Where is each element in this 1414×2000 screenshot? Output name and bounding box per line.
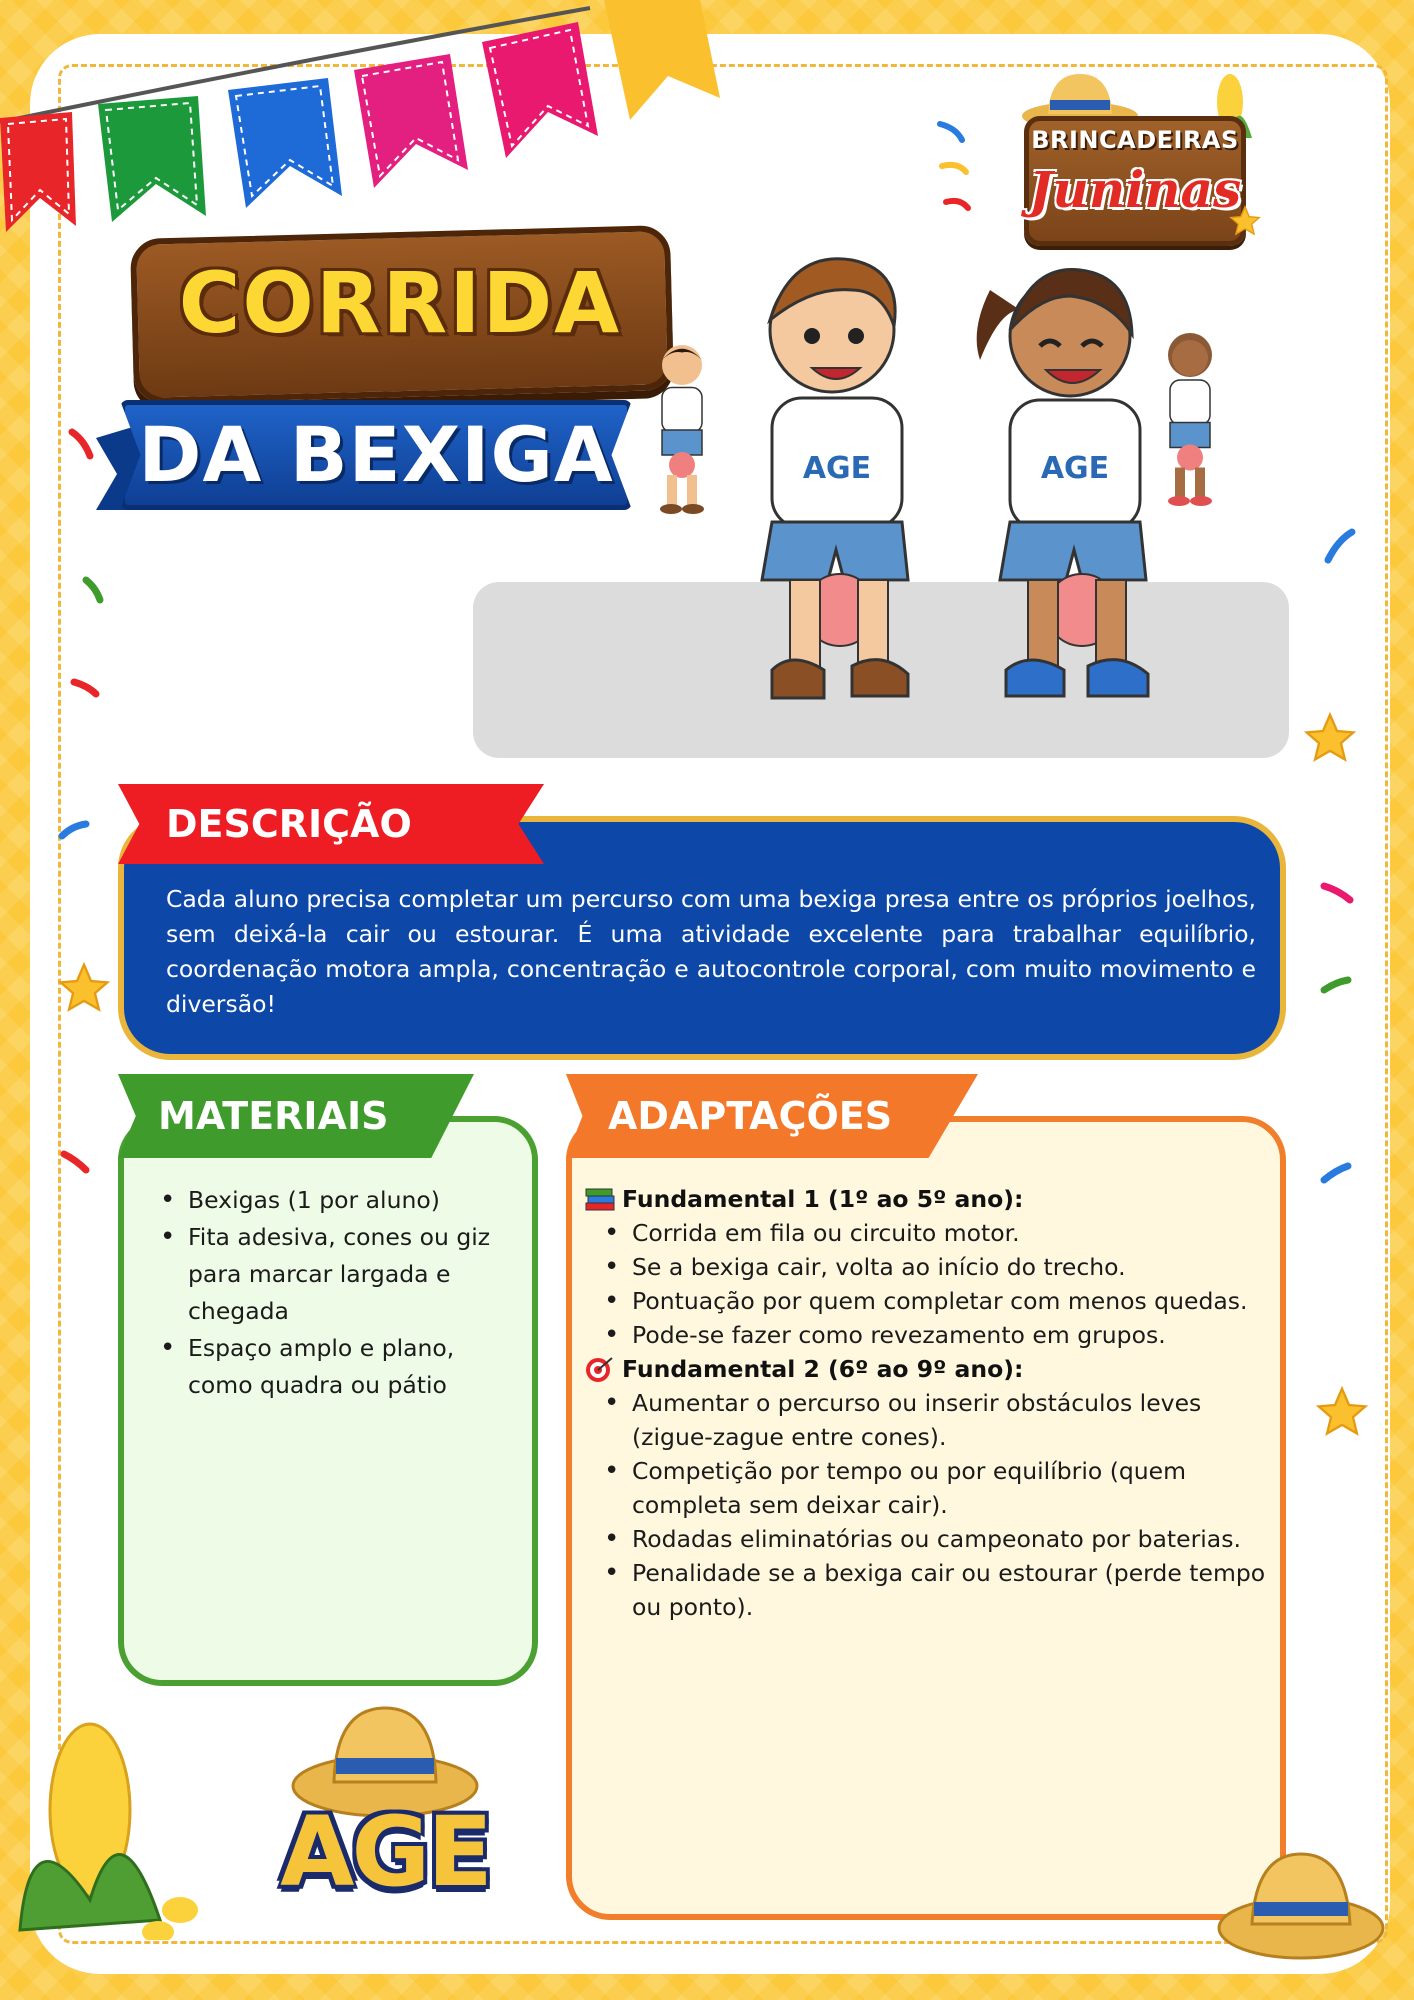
adaptations-heading: ADAPTAÇÕES xyxy=(608,1094,893,1138)
confetti-decoration xyxy=(936,118,982,218)
confetti-decoration xyxy=(66,420,110,720)
adaptations-list xyxy=(584,1386,1274,1624)
kid-boy-front xyxy=(762,259,908,698)
shirt-text-girl: AGE xyxy=(1040,451,1110,486)
kid-girl-front xyxy=(977,270,1148,697)
straw-hat-icon xyxy=(1216,1846,1386,1966)
description-text: Cada aluno precisa completar um percurso com uma bexiga presa entre os próprios joelhos, sem deixá-la cair ou estourar. É uma atividade excelente para trabalhar equilíbrio, coordenação motora ampla, concentração e autocontrole corporal, com muito movimento e diversão! xyxy=(166,885,1256,1018)
adaptations-item: • Penalidade se a bexiga cair ou estourar (perde tempo ou ponto). xyxy=(584,1556,1274,1624)
description-heading: DESCRIÇÃO xyxy=(166,802,412,846)
adaptations-group-heading xyxy=(584,1182,1274,1216)
flag-green xyxy=(98,96,206,222)
title-corrida: CORRIDA xyxy=(178,254,622,352)
logo-text-juninas: Juninas xyxy=(1028,160,1242,219)
materials-item: • Espaço amplo e plano, como quadra ou pátio xyxy=(148,1330,518,1404)
adaptations-item: • Competição por tempo ou por equilíbrio (quem completa sem deixar cair). xyxy=(584,1454,1274,1522)
adaptations-item: • Se a bexiga cair, volta ao início do trecho. xyxy=(584,1250,1274,1284)
materials-item: • Bexigas (1 por aluno) xyxy=(148,1182,518,1219)
adaptations-item: • Pode-se fazer como revezamento em grupos. xyxy=(584,1318,1274,1352)
kid-back-left xyxy=(660,345,704,514)
materials-list xyxy=(148,1182,518,1404)
materials-heading: MATERIAIS xyxy=(158,1094,389,1138)
kid-back-right xyxy=(1168,333,1212,506)
adaptations-item: • Rodadas eliminatórias ou campeonato por baterias. xyxy=(584,1522,1274,1556)
flag-pink xyxy=(354,54,468,188)
title-da-bexiga: DA BEXIGA xyxy=(138,410,614,499)
star-icon xyxy=(1314,1384,1370,1440)
adaptations-group-heading xyxy=(584,1352,1274,1386)
adaptations-content xyxy=(584,1182,1274,1624)
confetti-decoration xyxy=(56,816,96,1176)
target-icon xyxy=(584,1355,616,1383)
corn-icon xyxy=(10,1710,210,1940)
bunting-flags xyxy=(0,0,760,240)
age-brand-text: AGE xyxy=(280,1796,490,1908)
adaptations-item: • Aumentar o percurso ou inserir obstáculos leves (zigue-zague entre cones). xyxy=(584,1386,1274,1454)
star-icon xyxy=(1228,204,1262,238)
shirt-text-boy: AGE xyxy=(802,451,872,486)
kids-balloon-race-illustration xyxy=(640,240,1280,740)
flag-blue xyxy=(228,78,342,208)
flag-magenta xyxy=(482,22,598,158)
materials-item: • Fita adesiva, cones ou giz para marcar largada e chegada xyxy=(148,1219,518,1330)
flag-red xyxy=(0,112,76,232)
adaptations-group-title: Fundamental 1 (1º ao 5º ano): xyxy=(622,1185,1024,1213)
adaptations-item: • Corrida em fila ou circuito motor. xyxy=(584,1216,1274,1250)
books-icon xyxy=(584,1185,616,1213)
logo-text-brincadeiras: BRINCADEIRAS xyxy=(1031,126,1239,154)
flag-yellow xyxy=(604,0,720,120)
adaptations-list xyxy=(584,1216,1274,1352)
adaptations-item: • Pontuação por quem completar com menos quedas. xyxy=(584,1284,1274,1318)
confetti-decoration xyxy=(1318,520,1358,1200)
adaptations-group-title: Fundamental 2 (6º ao 9º ano): xyxy=(622,1355,1024,1383)
